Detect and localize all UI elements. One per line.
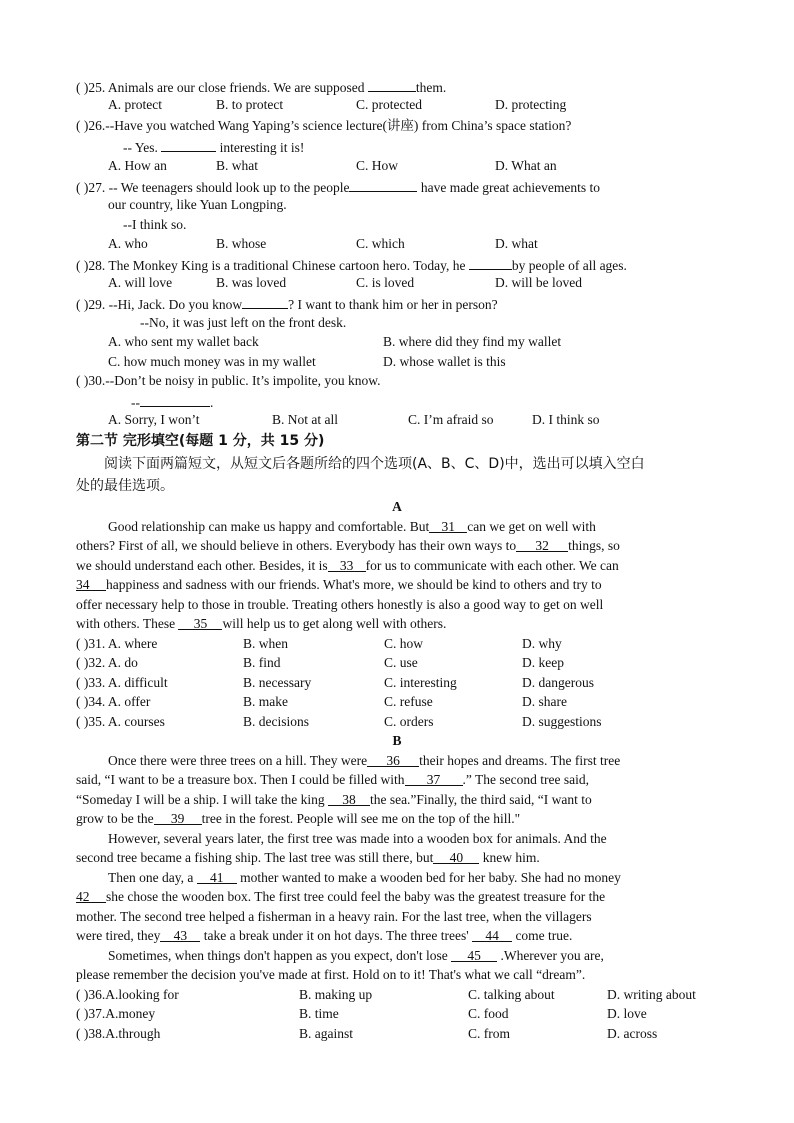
option-c: C. use — [384, 655, 418, 670]
blank-44: 44 — [472, 927, 512, 942]
option-c: C. orders — [384, 714, 434, 729]
option-b: B. make — [243, 694, 288, 709]
answer-blank — [140, 392, 210, 407]
text-segment: Good relationship can make us happy and comfortable. But — [108, 519, 430, 534]
passage-a-line-3 — [76, 557, 619, 575]
option-b: B. what — [216, 158, 258, 173]
question-27-line3: --I think so. — [123, 217, 187, 232]
question-29-line2: --No, it was just left on the front desk. — [140, 315, 347, 330]
option-b: B. making up — [299, 987, 373, 1002]
text-segment: Then one day, a — [108, 870, 194, 885]
question-label: ( )38.A.through — [76, 1026, 161, 1041]
question-30-options — [76, 411, 736, 429]
option-b: B. where did they find my wallet — [383, 334, 562, 349]
question-26-line2 — [123, 137, 304, 157]
text-segment: tree in the forest. People will see me on the top of the hill." — [201, 811, 521, 826]
question-label: ( )37.A.money — [76, 1006, 156, 1021]
question-25 — [76, 77, 446, 97]
option-b: B. Not at all — [272, 412, 338, 427]
question-34-options — [76, 693, 736, 711]
text-segment: grow to be the — [76, 811, 154, 826]
blank-40: 40 — [433, 849, 479, 864]
text-segment: others? First of all, we should believe in others. Everybody has their own ways to — [76, 538, 517, 553]
question-27-line2: our country, like Yuan Longping. — [108, 197, 287, 212]
section-instruction-2: 处的最佳选项。 — [76, 478, 174, 494]
question-38-options — [76, 1025, 736, 1043]
passage-b-heading: B — [392, 733, 402, 748]
option-d: D. across — [607, 1026, 658, 1041]
blank-33: 33 — [328, 557, 366, 572]
question-28-stem-b: by people of all ages. — [511, 258, 627, 273]
option-c: C. from — [468, 1026, 510, 1041]
option-b: B. when — [243, 636, 288, 651]
option-b: B. find — [243, 655, 281, 670]
option-d: D. What an — [495, 158, 557, 173]
question-30-stem: ( )30.--Don’t be noisy in public. It’s impolite, you know. — [76, 373, 381, 388]
question-25-options — [76, 96, 736, 114]
question-28-options — [76, 274, 736, 292]
option-c: C. talking about — [468, 987, 555, 1002]
question-27-stem — [76, 177, 600, 197]
option-d: D. love — [607, 1006, 647, 1021]
option-b: B. against — [299, 1026, 353, 1041]
option-c: C. I’m afraid so — [408, 412, 494, 427]
passage-b-line-12: please remember the decision you've made at first. Hold on to it! That's what we call “dream”. — [76, 967, 586, 982]
option-c: C. food — [468, 1006, 509, 1021]
text-segment: with others. These — [76, 616, 176, 631]
option-d: D. I think so — [532, 412, 600, 427]
question-29-stem — [76, 294, 498, 314]
question-25-stem-end: them. — [415, 80, 447, 95]
question-28-stem — [76, 255, 627, 275]
answer-blank — [349, 177, 417, 192]
option-d: D. dangerous — [522, 675, 594, 690]
text-segment: knew him. — [482, 850, 540, 865]
passage-a-line-4 — [76, 576, 602, 594]
option-c: C. is loved — [356, 275, 415, 290]
option-a: A. who — [108, 236, 148, 251]
question-31-options — [76, 635, 736, 653]
answer-blank — [469, 255, 512, 270]
question-32-options — [76, 654, 736, 672]
option-d: D. why — [522, 636, 562, 651]
text-segment: were tired, they — [76, 928, 161, 943]
text-segment: said, “I want to be a treasure box. Then I could be filled with — [76, 772, 405, 787]
text-segment: can we get on well with — [467, 519, 596, 534]
option-c: C. which — [356, 236, 405, 251]
option-b: B. time — [299, 1006, 339, 1021]
passage-a-line-2 — [76, 537, 620, 555]
blank-42: 42 — [76, 888, 106, 903]
answer-blank — [242, 294, 288, 309]
blank-32: 32 — [516, 537, 568, 552]
option-c: C. how — [384, 636, 424, 651]
passage-b-line-11 — [108, 947, 604, 965]
passage-a-heading: A — [392, 499, 402, 514]
question-26-line2a: -- Yes. — [123, 140, 158, 155]
option-d: D. will be loved — [495, 275, 582, 290]
question-27-options — [76, 235, 736, 253]
question-29-stem-a: ( )29. --Hi, Jack. Do you know — [76, 297, 243, 312]
text-segment: mother wanted to make a wooden bed for her baby. She had no money — [240, 870, 621, 885]
option-d: D. share — [522, 694, 567, 709]
passage-a-line-5: offer necessary help to those in trouble. Treating others honestly is also a good way to get on well — [76, 597, 604, 612]
option-d: D. writing about — [607, 987, 696, 1002]
question-35-options — [76, 713, 736, 731]
passage-a-line-1 — [108, 518, 596, 536]
question-29-stem-b: ? I want to thank him or her in person? — [288, 297, 498, 312]
blank-43: 43 — [160, 927, 200, 942]
question-26-stem: ( )26.--Have you watched Wang Yaping’s science lecture(讲座) from China’s space station? — [76, 118, 572, 133]
passage-b-line-4 — [76, 810, 520, 828]
blank-45: 45 — [451, 947, 497, 962]
question-37-options — [76, 1005, 736, 1023]
blank-31: 31 — [429, 518, 467, 533]
option-d: D. whose wallet is this — [383, 354, 506, 369]
option-d: D. protecting — [495, 97, 567, 112]
passage-b-line-7 — [108, 869, 621, 887]
option-a: A. protect — [108, 97, 162, 112]
option-a: A. Sorry, I won’t — [108, 412, 200, 427]
option-b: B. decisions — [243, 714, 309, 729]
text-segment: Once there were three trees on a hill. They were — [108, 753, 368, 768]
question-label: ( )33. A. difficult — [76, 675, 168, 690]
option-c: C. how much money was in my wallet — [108, 354, 316, 369]
text-segment: their hopes and dreams. The first tree — [419, 753, 621, 768]
option-d: D. suggestions — [522, 714, 602, 729]
question-33-options — [76, 674, 736, 692]
text-segment: second tree became a fishing ship. The last tree was still there, but — [76, 850, 434, 865]
blank-35: 35 — [178, 615, 222, 630]
passage-b-line-10 — [76, 927, 572, 945]
text-segment: we should understand each other. Besides, it is — [76, 558, 328, 573]
blank-39: 39 — [154, 810, 202, 825]
option-d: D. what — [495, 236, 538, 251]
option-d: D. keep — [522, 655, 564, 670]
option-b: B. necessary — [243, 675, 312, 690]
answer-blank — [368, 77, 416, 92]
question-label: ( )34. A. offer — [76, 694, 151, 709]
passage-b-line-2 — [76, 771, 589, 789]
text-segment: will help us to get along well with others. — [222, 616, 447, 631]
text-segment: for us to communicate with each other. We can — [365, 558, 619, 573]
question-26-line2b: interesting it is! — [219, 140, 305, 155]
blank-36: 36 — [367, 752, 419, 767]
question-27-stem-a: ( )27. -- We teenagers should look up to the people — [76, 180, 350, 195]
blank-37: 37 — [405, 771, 463, 786]
question-label: ( )35. A. courses — [76, 714, 165, 729]
question-30-line2: -- . — [131, 392, 213, 412]
option-c: C. How — [356, 158, 399, 173]
question-29-options-row2 — [76, 353, 736, 371]
option-c: C. refuse — [384, 694, 433, 709]
text-segment: .Wherever you are, — [500, 948, 604, 963]
passage-b-line-5: However, several years later, the first tree was made into a wooden box for animals. And the — [108, 831, 607, 846]
option-a: A. How an — [108, 158, 167, 173]
text-segment: .” The second tree said, — [462, 772, 589, 787]
passage-b-line-8 — [76, 888, 605, 906]
option-b: B. was loved — [216, 275, 287, 290]
passage-b-line-9: mother. The second tree helped a fisherman in a heavy rain. For the last tree, when the villagers — [76, 909, 592, 924]
option-b: B. whose — [216, 236, 267, 251]
text-segment: Sometimes, when things don't happen as you expect, don't lose — [108, 948, 448, 963]
passage-b-line-1 — [108, 752, 620, 770]
section-title: 第二节 完形填空(每题 1 分，共 15 分) — [76, 433, 325, 449]
question-28-stem-a: ( )28. The Monkey King is a traditional Chinese cartoon hero. Today, he — [76, 258, 466, 273]
blank-34: 34 — [76, 576, 106, 591]
text-segment: “Someday I will be a ship. I will take the king — [76, 792, 325, 807]
passage-b-line-6 — [76, 849, 540, 867]
question-label: ( )31. A. where — [76, 636, 158, 651]
question-label: ( )32. A. do — [76, 655, 138, 670]
text-segment: take a break under it on hot days. The three trees' — [203, 928, 469, 943]
question-30-dash: -- — [131, 395, 140, 410]
passage-a-line-6 — [76, 615, 446, 633]
answer-blank — [161, 137, 216, 152]
option-c: C. protected — [356, 97, 422, 112]
question-27-stem-b: have made great achievements to — [420, 180, 601, 195]
question-29-options-row1 — [76, 333, 736, 351]
option-b: B. to protect — [216, 97, 284, 112]
blank-41: 41 — [197, 869, 237, 884]
question-26-options — [76, 157, 736, 175]
question-36-options — [76, 986, 736, 1004]
text-segment: she chose the wooden box. The first tree could feel the baby was the greatest treasure for the — [106, 889, 606, 904]
question-25-stem: ( )25. Animals are our close friends. We are supposed — [76, 80, 365, 95]
option-a: A. who sent my wallet back — [108, 334, 259, 349]
option-a: A. will love — [108, 275, 173, 290]
passage-b-line-3 — [76, 791, 592, 809]
section-instruction-1: 阅读下面两篇短文，从短文后各题所给的四个选项(A、B、C、D)中，选出可以填入空白 — [104, 456, 645, 472]
question-label: ( )36.A.looking for — [76, 987, 179, 1002]
blank-38: 38 — [328, 791, 370, 806]
text-segment: the sea.”Finally, the third said, “I want to — [369, 792, 592, 807]
text-segment: things, so — [568, 538, 620, 553]
option-c: C. interesting — [384, 675, 457, 690]
text-segment: happiness and sadness with our friends. What's more, we should be kind to others and try to — [106, 577, 602, 592]
text-segment: come true. — [515, 928, 573, 943]
